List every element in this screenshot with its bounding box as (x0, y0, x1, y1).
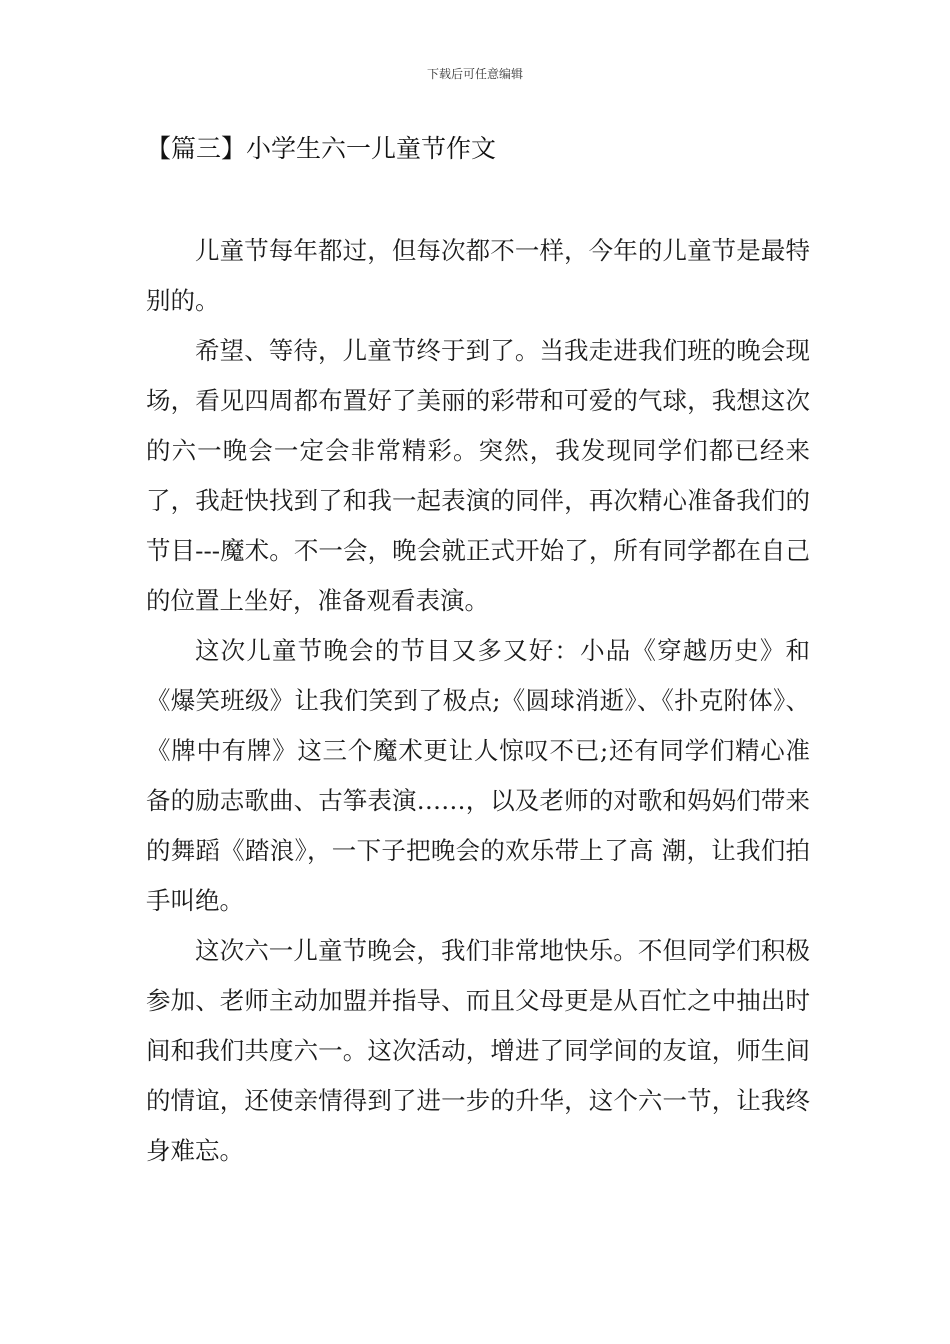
paragraph-4: 这次六一儿童节晚会，我们非常地快乐。不但同学们积极参加、老师主动加盟并指导、而且父母更是从百忙之中抽出时间和我们共度六一。这次活动，增进了同学间的友谊，师生间的情谊，还使亲情得到了进一步的升华，这个六一节，让我终身难忘。 (146, 936, 810, 1165)
paragraph-1: 儿童节每年都过，但每次都不一样，今年的儿童节是最特别的。 (146, 236, 810, 315)
essay-body (146, 226, 810, 1176)
paragraph-2: 希望、等待，儿童节终于到了。当我走进我们班的晚会现场，看见四周都布置好了美丽的彩带和可爱的气球，我想这次的六一晚会一定会非常精彩。突然，我发现同学们都已经来了，我赶快找到了和我一起表演的同伴，再次精心准备我们的节目---魔术。不一会，晚会就正式开始了，所有同学都在自己的位置上坐好，准备观看表演。 (146, 336, 810, 615)
essay-title: 【篇三】小学生六一儿童节作文 (146, 134, 497, 163)
header-note: 下载后可任意编辑 (426, 67, 523, 81)
paragraph-3: 这次儿童节晚会的节目又多又好：小品《穿越历史》和《爆笑班级》让我们笑到了极点;《圆球消逝》、《扑克附体》、《牌中有牌》这三个魔术更让人惊叹不已;还有同学们精心准备的励志歌曲、古筝表演……，以及老师的对歌和妈妈们带来的舞蹈《踏浪》，一下子把晚会的欢乐带上了高 潮，让我们拍手叫绝。 (146, 636, 810, 915)
